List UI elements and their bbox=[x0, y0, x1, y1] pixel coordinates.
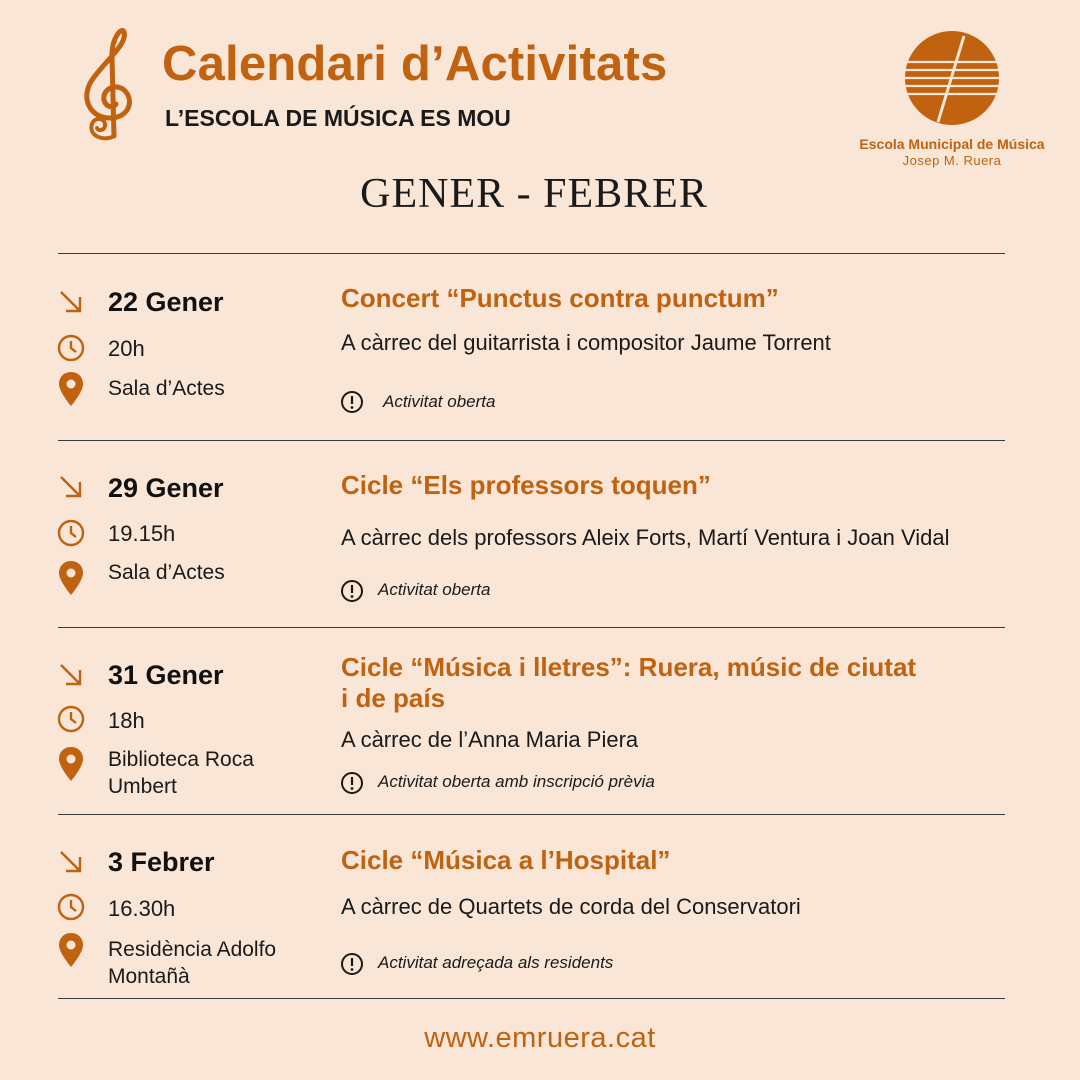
event-description: A càrrec de Quartets de corda del Conservatori bbox=[341, 894, 801, 919]
website-link[interactable]: www.emruera.cat bbox=[424, 1022, 656, 1054]
event-place: Residència Adolfo Montañà bbox=[108, 938, 277, 988]
event-place: Sala d’Actes bbox=[108, 561, 225, 584]
arrow-down-right-icon bbox=[56, 660, 86, 690]
divider bbox=[58, 440, 1005, 441]
event-note: Activitat oberta bbox=[378, 580, 491, 599]
event-time: 16.30h bbox=[108, 896, 176, 921]
clock-icon bbox=[56, 333, 86, 363]
period-heading: GENER - FEBRER bbox=[360, 171, 708, 217]
location-pin-icon bbox=[56, 931, 86, 969]
clock-icon bbox=[56, 704, 86, 734]
event-title: Cicle “Els professors toquen” bbox=[341, 470, 711, 500]
event-note: Activitat oberta bbox=[383, 392, 496, 411]
event-note: Activitat adreçada als residents bbox=[378, 953, 614, 972]
divider bbox=[58, 627, 1005, 628]
event-date: 31 Gener bbox=[108, 660, 224, 690]
event-date: 3 Febrer bbox=[108, 847, 215, 877]
event-description: A càrrec dels professors Aleix Forts, Martí Ventura i Joan Vidal bbox=[341, 525, 950, 550]
logo-subname: Josep M. Ruera bbox=[902, 153, 1002, 168]
location-pin-icon bbox=[56, 745, 86, 783]
arrow-down-right-icon bbox=[56, 847, 86, 877]
event-title: Cicle “Música i lletres”: Ruera, músic de ciutat i de país bbox=[341, 652, 917, 713]
clock-icon bbox=[56, 892, 86, 922]
arrow-down-right-icon bbox=[56, 287, 86, 317]
exclamation-circle-icon bbox=[340, 390, 364, 414]
page-title: Calendari d’Activitats bbox=[162, 37, 668, 91]
event-place: Sala d’Actes bbox=[108, 377, 225, 400]
exclamation-circle-icon bbox=[340, 579, 364, 603]
school-logo bbox=[904, 30, 1000, 126]
event-description: A càrrec de l’Anna Maria Piera bbox=[341, 727, 639, 752]
event-date: 22 Gener bbox=[108, 287, 224, 317]
divider bbox=[58, 814, 1005, 815]
event-place: Biblioteca Roca Umbert bbox=[108, 748, 254, 798]
event-description: A càrrec del guitarrista i compositor Jaume Torrent bbox=[341, 330, 831, 355]
event-note: Activitat oberta amb inscripció prèvia bbox=[378, 772, 655, 791]
arrow-down-right-icon bbox=[56, 472, 86, 502]
page-subtitle: L’ESCOLA DE MÚSICA ES MOU bbox=[165, 105, 511, 131]
treble-clef-icon bbox=[74, 18, 144, 143]
event-time: 20h bbox=[108, 336, 145, 361]
event-time: 18h bbox=[108, 708, 145, 733]
location-pin-icon bbox=[56, 370, 86, 408]
logo-name: Escola Municipal de Música bbox=[859, 136, 1045, 152]
exclamation-circle-icon bbox=[340, 952, 364, 976]
event-time: 19.15h bbox=[108, 521, 176, 546]
divider bbox=[58, 998, 1005, 999]
event-title: Cicle “Música a l’Hospital” bbox=[341, 845, 671, 875]
clock-icon bbox=[56, 518, 86, 548]
exclamation-circle-icon bbox=[340, 771, 364, 795]
divider bbox=[58, 253, 1005, 254]
event-date: 29 Gener bbox=[108, 473, 224, 503]
location-pin-icon bbox=[56, 559, 86, 597]
event-title: Concert “Punctus contra punctum” bbox=[341, 283, 779, 313]
